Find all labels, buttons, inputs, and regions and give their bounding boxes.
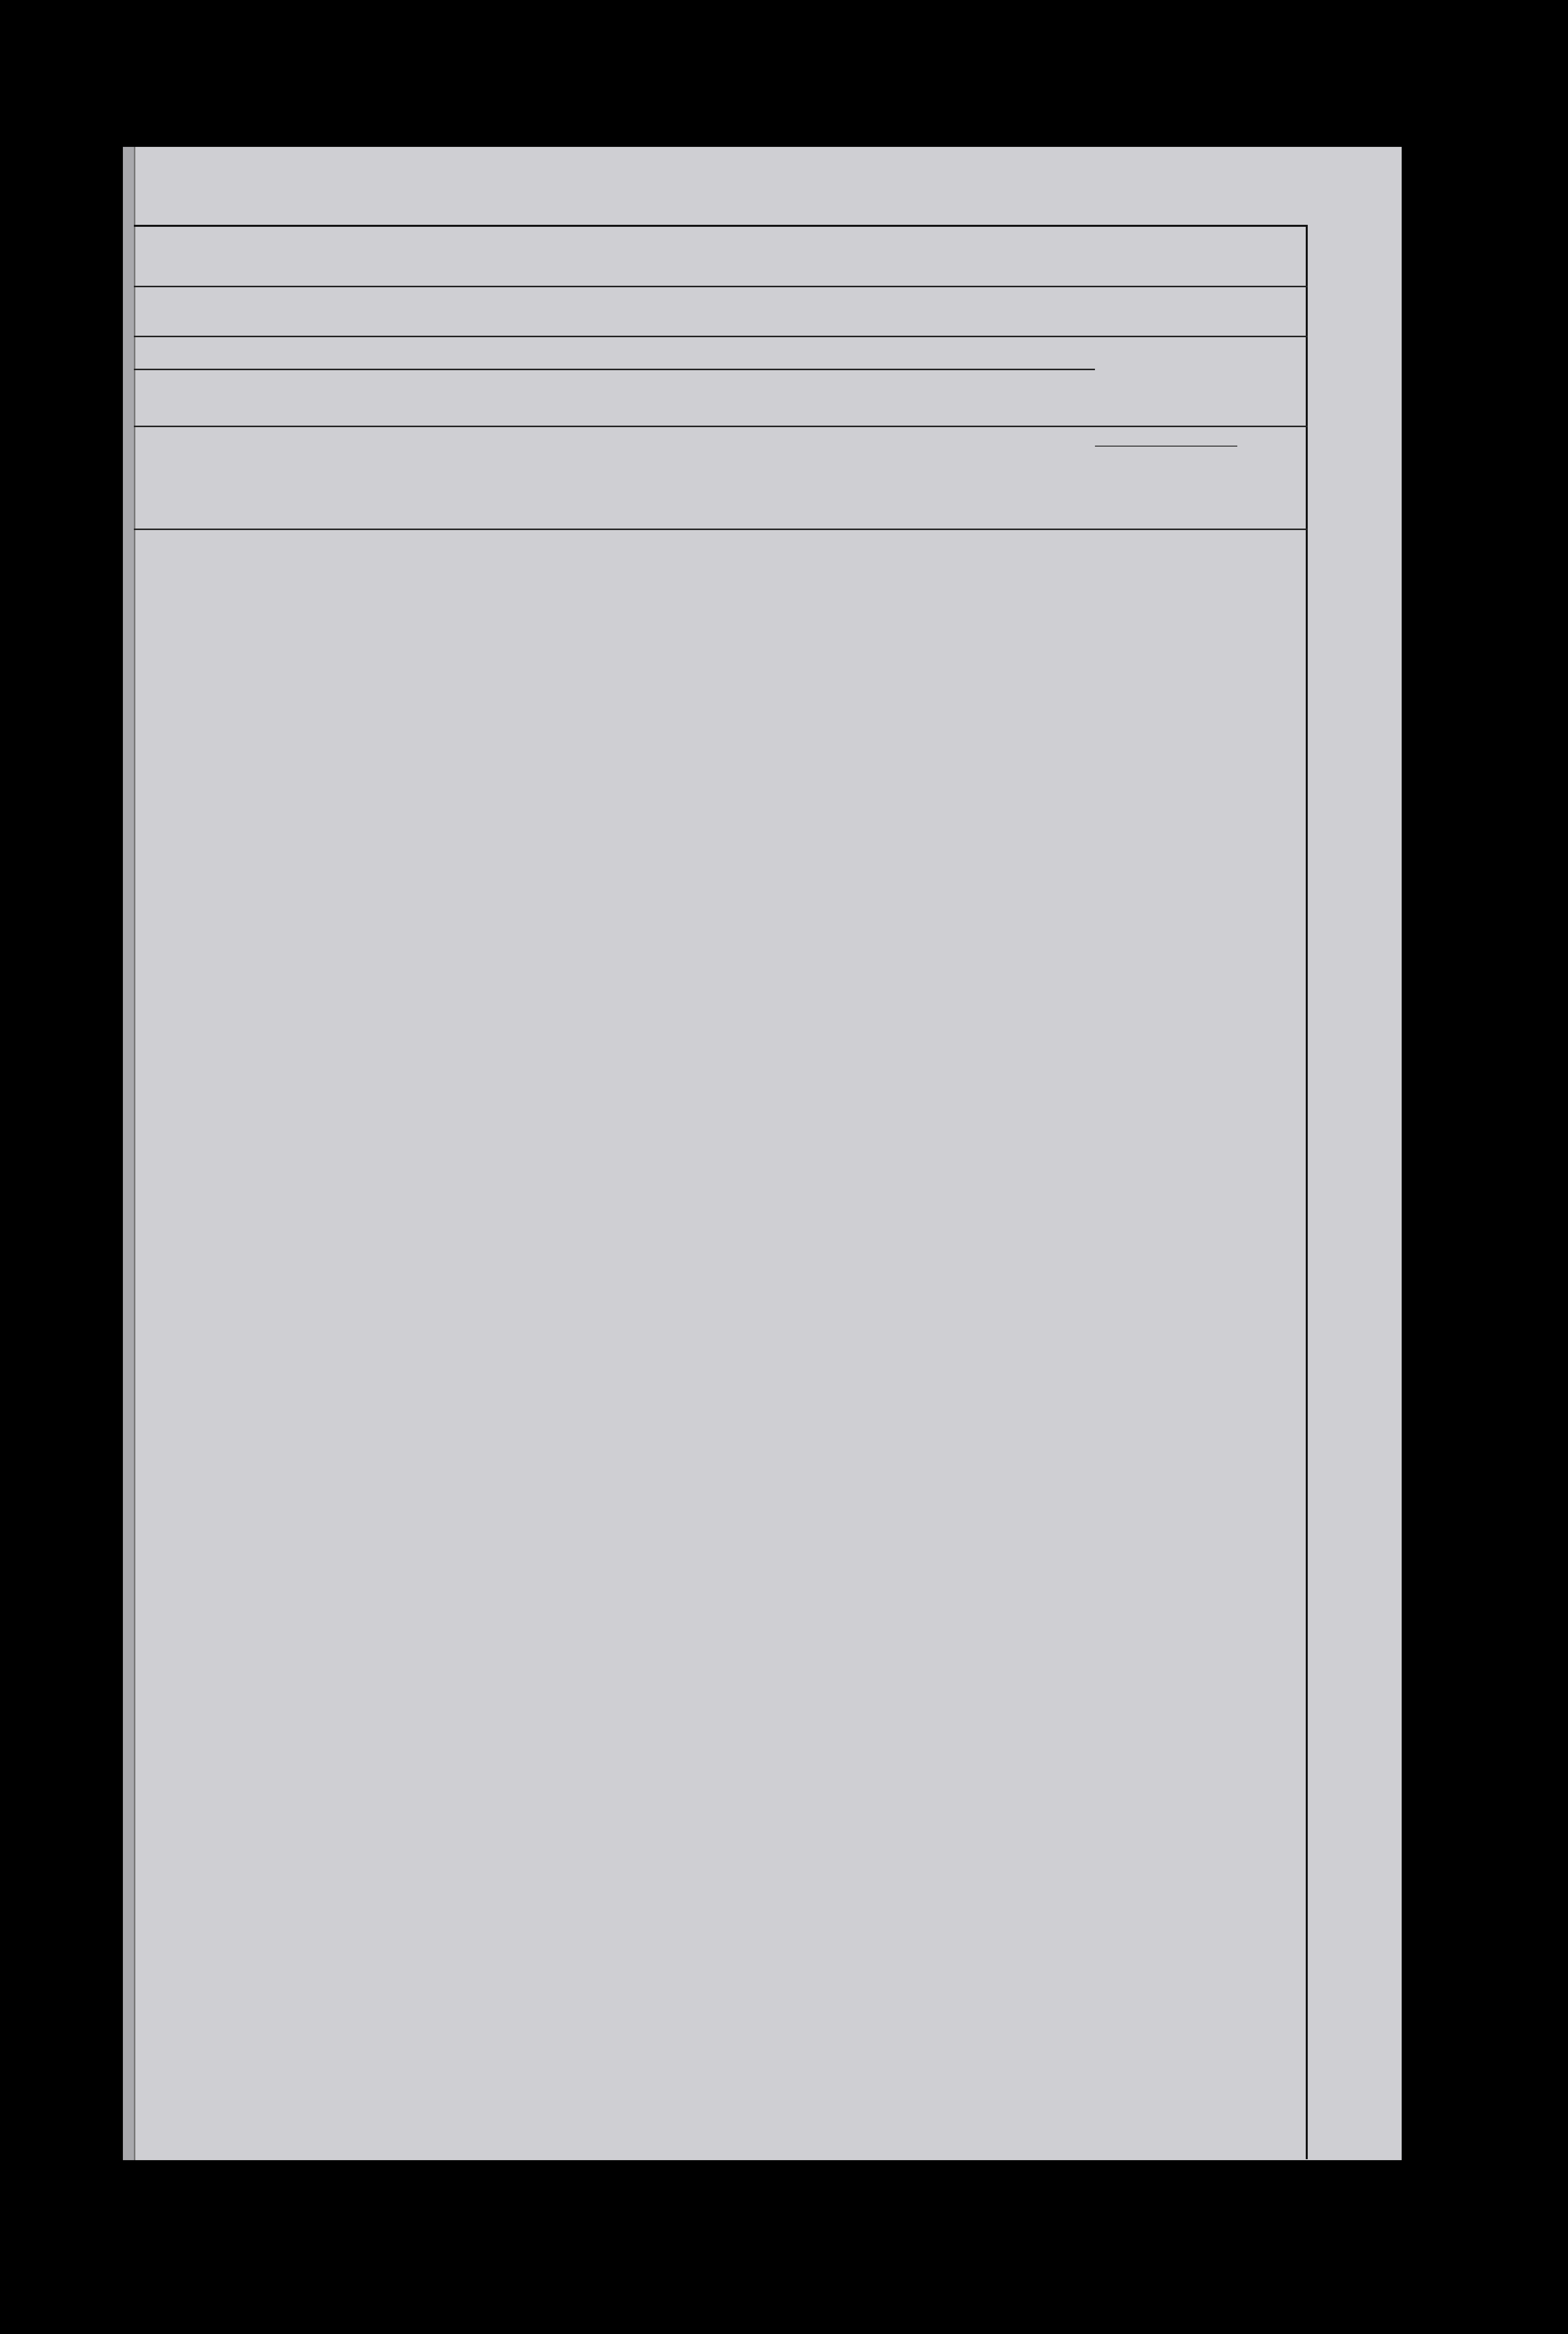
group-rule: [134, 369, 1095, 370]
souls-rule: [1095, 446, 1237, 447]
subtitle-rule: [134, 336, 1308, 337]
ledger-frame: [134, 225, 1308, 2159]
header-bottom-rule: [134, 529, 1308, 530]
title-rule: [134, 286, 1308, 287]
subgroup-rule: [134, 426, 1308, 427]
